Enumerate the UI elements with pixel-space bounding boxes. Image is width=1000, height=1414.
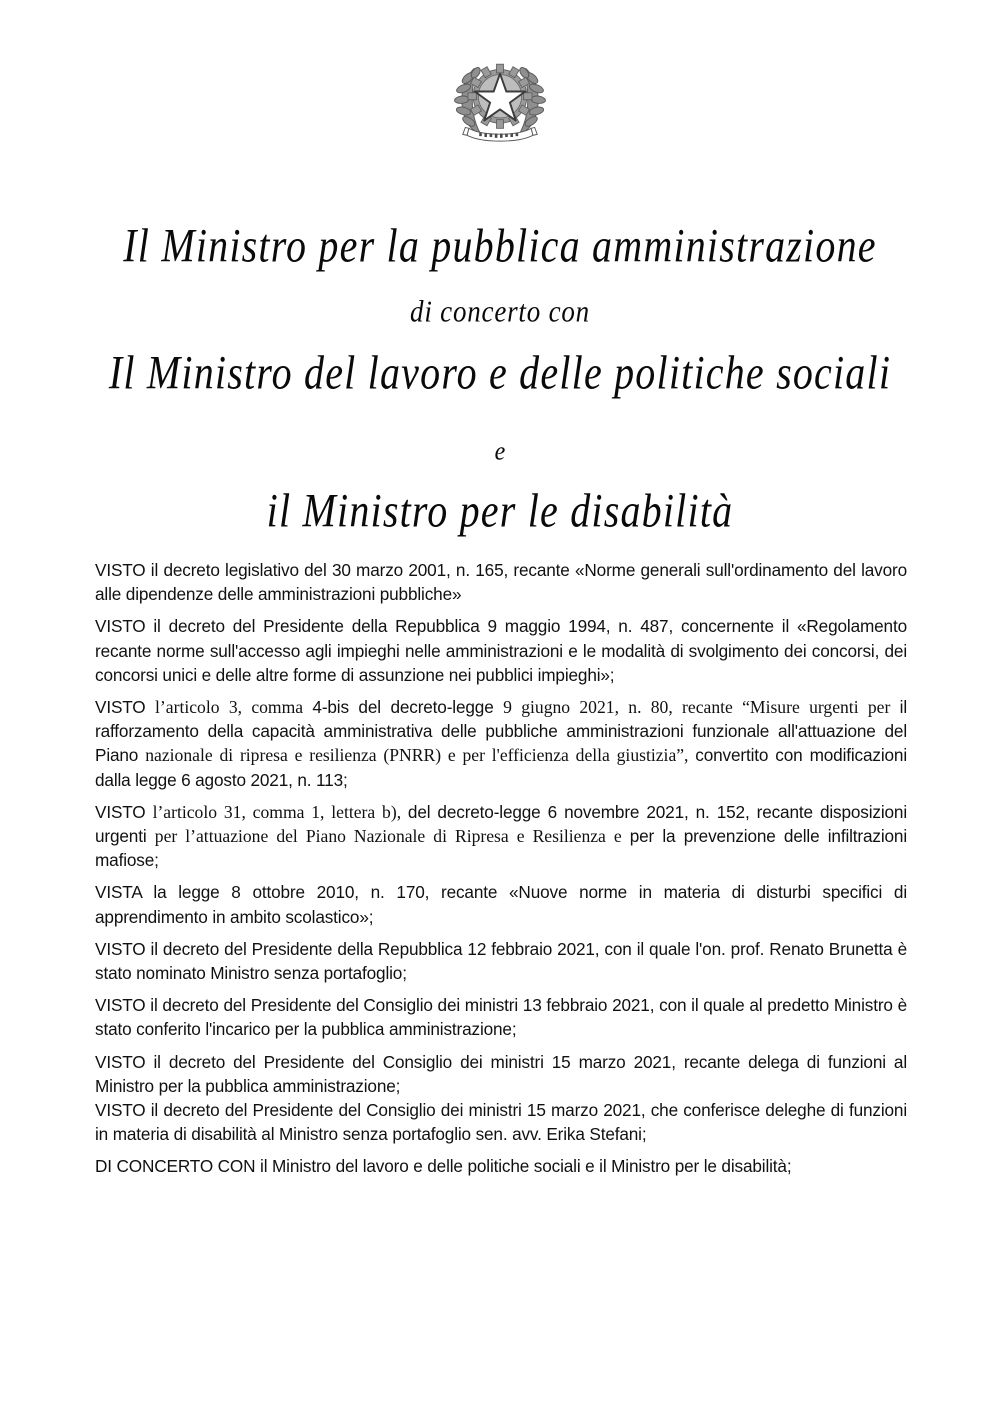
text-run: VISTO il decreto del Presidente del Consiglio dei ministri 13 febbraio 2021, con il quale al predetto Ministro è stato conferito l'incarico per la pubblica amministrazione; xyxy=(95,995,907,1040)
title-minister-disabilita: il Ministro per le disabilità xyxy=(266,484,734,538)
text-run: l’articolo 3, comma xyxy=(155,697,313,718)
text-run: VISTO il decreto del Presidente del Consiglio dei ministri 15 marzo 2021, recante delega di funzioni al Ministro per la pubblica amministrazione; xyxy=(95,1051,907,1096)
text-run: 4-bis del decreto-legge xyxy=(312,697,504,718)
text-run: VISTA la legge 8 ottobre 2010, n. 170, recante «Nuove norme in materia di disturbi specifici di apprendimento in ambito scolastico»; xyxy=(95,882,907,927)
emblem-container xyxy=(0,0,1000,150)
text-run: nazionale di ripresa e resilienza (PNRR) e per l'efficienza della giustizia”, xyxy=(145,745,696,766)
title-minister-pa: Il Ministro per la pubblica amministrazione xyxy=(123,219,877,273)
title-minister-lavoro: Il Ministro del lavoro e delle politiche sociali xyxy=(108,346,892,400)
text-run: per l’attuazione del Piano Nazionale di Ripresa e Resilienza e xyxy=(154,826,630,847)
text-run: del decreto-legge 6 novembre 2021, n. 152, recante disposizioni urgenti xyxy=(95,801,907,847)
paragraph-visto-dl-152-2021 xyxy=(95,800,907,873)
text-run: VISTO il decreto del Presidente della Repubblica 9 maggio 1994, n. 487, concernente il «Regolamento recante norme sull'accesso agli impieghi nelle amministrazioni e le modalità di svolgimento dei concorsi, dei concorsi unici e delle altre forme di assunzione nei pubblici impieghi»; xyxy=(95,616,907,685)
text-run: VISTO xyxy=(95,801,153,822)
text-run: DI CONCERTO CON il Ministro del lavoro e delle politiche sociali e il Ministro per le disabilità; xyxy=(95,1156,792,1177)
text-run: VISTO il decreto del Presidente del Consiglio dei ministri 15 marzo 2021, che conferisce deleghe di funzioni in materia di disabilità al Ministro senza portafoglio sen. avv. Erika Stefani; xyxy=(95,1100,907,1145)
text-run: 9 giugno 2021, n. 80, recante “Misure urgenti per xyxy=(503,697,900,718)
title-conjunction-e: e xyxy=(494,437,506,467)
text-run: l’articolo 31, comma 1, lettera b), xyxy=(152,801,408,822)
paragraph-visto-dpr-12-febbraio-2021 xyxy=(95,937,907,985)
paragraph-visto-dpcm-15-marzo-2021-disabilita xyxy=(95,1098,907,1146)
paragraph-visto-dpcm-15-marzo-2021-delega xyxy=(95,1050,907,1098)
italian-republic-emblem-icon xyxy=(448,46,552,150)
paragraph-visto-dl-80-2021 xyxy=(95,695,907,792)
text-run: convertito con modificazioni dalla legge 6 agosto 2021, n. 113; xyxy=(95,745,907,790)
paragraph-visto-dpr-487-1994 xyxy=(95,614,907,687)
paragraph-di-concerto-con xyxy=(95,1154,907,1178)
text-run: VISTO il decreto legislativo del 30 marzo 2001, n. 165, recante «Norme generali sull'ordinamento del lavoro alle dipendenze delle amministrazioni pubbliche» xyxy=(95,560,907,605)
text-run: il rafforzamento della capacità amministrativa delle pubbliche amministrazioni funzionale all'attuazione del Piano xyxy=(95,697,907,766)
preamble-body xyxy=(95,558,907,1179)
text-run: VISTO xyxy=(95,697,156,718)
text-run: per la prevenzione delle infiltrazioni mafiose; xyxy=(95,826,907,871)
paragraph-visto-dpcm-13-febbraio-2021 xyxy=(95,993,907,1041)
title-di-concerto-con: di concerto con xyxy=(410,294,590,329)
paragraph-visto-dlgs-165-2001 xyxy=(95,558,907,606)
title-block xyxy=(0,168,1000,538)
paragraph-vista-legge-170-2010 xyxy=(95,880,907,928)
text-run: VISTO il decreto del Presidente della Repubblica 12 febbraio 2021, con il quale l'on. prof. Renato Brunetta è stato nominato Ministro senza portafoglio; xyxy=(95,938,907,984)
